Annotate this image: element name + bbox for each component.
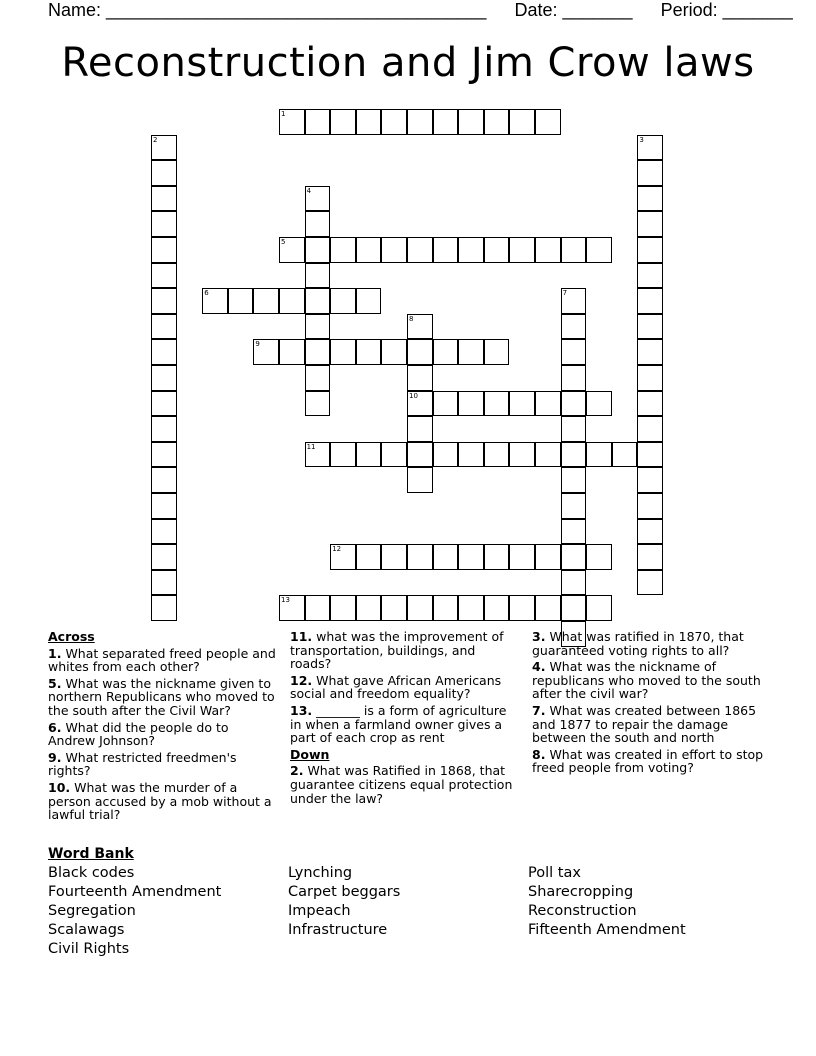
crossword-cell[interactable] [253, 288, 279, 314]
crossword-cell[interactable] [637, 544, 663, 570]
crossword-cell[interactable] [433, 442, 459, 468]
page-title: Reconstruction and Jim Crow laws [61, 40, 755, 86]
clue-down-8: 8. What was created in effort to stop freed people from voting? [532, 746, 764, 776]
cell-number: 8 [409, 314, 414, 323]
clue-text: _______ is a form of agriculture in when a farmland owner gives a part of each crop as rent [290, 702, 507, 746]
crossword-cell[interactable] [151, 442, 177, 468]
crossword-cell[interactable] [484, 544, 510, 570]
crossword-cell[interactable] [381, 595, 407, 621]
clue-across-11: 11. what was the improvement of transportation, buildings, and roads? [290, 629, 504, 672]
crossword-cell[interactable] [407, 237, 433, 263]
crossword-cell[interactable] [305, 595, 331, 621]
clue-number: 13 [290, 702, 308, 718]
word-bank-column-1 [48, 864, 221, 959]
crossword-cell[interactable] [484, 442, 510, 468]
crossword-cell[interactable] [356, 339, 382, 365]
crossword-cell[interactable] [637, 135, 663, 161]
crossword-cell[interactable] [433, 339, 459, 365]
clue-number: 3 [532, 629, 541, 644]
cell-number: 3 [639, 135, 644, 144]
crossword-cell[interactable] [305, 263, 331, 289]
crossword-cell[interactable] [381, 109, 407, 135]
word-bank-column-2 [288, 864, 400, 940]
crossword-cell[interactable] [356, 237, 382, 263]
crossword-cell[interactable] [612, 442, 638, 468]
crossword-cell[interactable] [381, 339, 407, 365]
crossword-cell[interactable] [228, 288, 254, 314]
crossword-cell[interactable] [305, 365, 331, 391]
crossword-cell[interactable] [253, 339, 279, 365]
crossword-cell[interactable] [407, 365, 433, 391]
crossword-cell[interactable] [305, 186, 331, 212]
crossword-cell[interactable] [151, 416, 177, 442]
clue-across-5: 5. What was the nickname given to northern Republicans who moved to the south after the Civil War? [48, 675, 275, 718]
crossword-cell[interactable] [381, 442, 407, 468]
crossword-cell[interactable] [202, 288, 228, 314]
cell-number: 9 [255, 340, 260, 349]
crossword-cell[interactable] [637, 416, 663, 442]
crossword-cell[interactable] [151, 186, 177, 212]
crossword-cell[interactable] [637, 519, 663, 545]
crossword-cell[interactable] [330, 109, 356, 135]
crossword-cell[interactable] [484, 391, 510, 417]
crossword-cell[interactable] [330, 544, 356, 570]
crossword-cell[interactable] [151, 288, 177, 314]
crossword-cell[interactable] [151, 237, 177, 263]
crossword-cell[interactable] [305, 288, 331, 314]
crossword-cell[interactable] [151, 314, 177, 340]
period-field-label: Period: _______ [660, 0, 793, 20]
clue-across-9: 9. What restricted freedmen's rights? [48, 749, 237, 779]
crossword-cell[interactable] [561, 339, 587, 365]
crossword-cell[interactable] [305, 237, 331, 263]
crossword-cell[interactable] [151, 339, 177, 365]
clue-number: 8 [532, 746, 541, 762]
crossword-cell[interactable] [330, 288, 356, 314]
clue-number: 10 [48, 779, 66, 795]
crossword-cell[interactable] [279, 237, 305, 263]
crossword-cell[interactable] [407, 467, 433, 493]
crossword-cell[interactable] [407, 339, 433, 365]
crossword-cell[interactable] [305, 109, 331, 135]
crossword-cell[interactable] [433, 595, 459, 621]
crossword-cell[interactable] [586, 237, 612, 263]
crossword-cell[interactable] [535, 595, 561, 621]
crossword-cell[interactable] [561, 237, 587, 263]
crossword-cell[interactable] [381, 237, 407, 263]
crossword-cell[interactable] [151, 544, 177, 570]
word-bank-item: Fourteenth Amendment [48, 884, 222, 900]
crossword-cell[interactable] [279, 288, 305, 314]
crossword-cell[interactable] [561, 544, 587, 570]
crossword-cell[interactable] [586, 442, 612, 468]
clue-text: What was ratified in 1870, that guaranteed voting rights to all? [532, 629, 744, 658]
crossword-cell[interactable] [407, 416, 433, 442]
crossword-cell[interactable] [305, 442, 331, 468]
crossword-cell[interactable] [484, 595, 510, 621]
crossword-cell[interactable] [535, 544, 561, 570]
word-bank-item: Scalawags [48, 922, 125, 938]
clue-text: What did the people do to Andrew Johnson? [48, 719, 229, 749]
word-bank-item: Carpet beggars [288, 884, 401, 900]
crossword-cell[interactable] [458, 595, 484, 621]
crossword-cell[interactable] [586, 391, 612, 417]
crossword-cell[interactable] [151, 467, 177, 493]
cell-number: 6 [204, 289, 209, 298]
clue-text: What was the nickname given to northern Republicans who moved to the south after the Civil War? [48, 675, 275, 718]
cell-number: 4 [306, 186, 312, 195]
crossword-cell[interactable] [637, 467, 663, 493]
word-bank-item: Reconstruction [528, 903, 637, 919]
crossword-cell[interactable] [561, 493, 587, 519]
word-bank-item: Segregation [48, 903, 136, 919]
word-bank-column-3 [528, 864, 686, 940]
clues-column-1 [48, 630, 278, 825]
crossword-cell[interactable] [330, 595, 356, 621]
clue-number: 5 [48, 675, 57, 691]
clue-number: 7 [532, 702, 541, 718]
crossword-cell[interactable] [535, 442, 561, 468]
crossword-cell[interactable] [458, 339, 484, 365]
word-bank-item: Sharecropping [528, 884, 634, 900]
crossword-cell[interactable] [458, 391, 484, 417]
clue-number: 4 [532, 659, 541, 675]
crossword-cell[interactable] [637, 391, 663, 417]
crossword-cell[interactable] [561, 314, 587, 340]
crossword-cell[interactable] [484, 339, 510, 365]
clues-column-3 [532, 630, 772, 778]
crossword-cell[interactable] [509, 109, 535, 135]
clue-down-7: 7. What was created between 1865 and 1877 to repair the damage between the south and north [532, 702, 757, 746]
crossword-cell[interactable] [458, 544, 484, 570]
word-bank-item: Civil Rights [48, 941, 130, 957]
date-field-label: Date: _______ [514, 0, 633, 20]
name-field-label: Name: ______________________________________ [48, 0, 487, 20]
crossword-cell[interactable] [433, 237, 459, 263]
cell-number: 13 [281, 596, 290, 605]
across-heading: Across [48, 629, 95, 644]
clue-across-13: 13. _______ is a form of agriculture in when a farmland owner gives a part of each crop as rent [290, 702, 507, 746]
crossword-cell[interactable] [458, 109, 484, 135]
crossword-cell[interactable] [151, 570, 177, 596]
word-bank-title: Word Bank [48, 846, 134, 862]
crossword-cell[interactable] [407, 442, 433, 468]
crossword-cell[interactable] [151, 519, 177, 545]
crossword-cell[interactable] [535, 237, 561, 263]
crossword-cell[interactable] [637, 288, 663, 314]
crossword-cell[interactable] [561, 391, 587, 417]
clue-down-2: 2. What was Ratified in 1868, that guarantee citizens equal protection under the law? [290, 763, 513, 806]
crossword-cell[interactable] [561, 442, 587, 468]
crossword-cell[interactable] [484, 109, 510, 135]
crossword-cell[interactable] [586, 595, 612, 621]
crossword-cell[interactable] [637, 365, 663, 391]
crossword-cell[interactable] [356, 442, 382, 468]
crossword-cell[interactable] [509, 442, 535, 468]
crossword-cell[interactable] [637, 186, 663, 212]
word-bank-item: Lynching [288, 865, 353, 881]
crossword-cell[interactable] [433, 544, 459, 570]
crossword-cell[interactable] [151, 391, 177, 417]
clue-across-10: 10. What was the murder of a person accused by a mob without a lawful trial? [48, 779, 272, 823]
crossword-cell[interactable] [637, 237, 663, 263]
crossword-cell[interactable] [509, 391, 535, 417]
clue-text: What separated freed people and whites from each other? [48, 645, 276, 675]
crossword-cell[interactable] [509, 237, 535, 263]
crossword-cell[interactable] [561, 288, 587, 314]
clue-down-4: 4. What was the nickname of republicans who moved to the south after the civil war? [532, 659, 761, 702]
word-bank-item: Fifteenth Amendment [528, 922, 686, 938]
crossword-cell[interactable] [561, 595, 587, 621]
clue-text: What was created between 1865 and 1877 to repair the damage between the south and north [532, 702, 757, 746]
clue-text: What was created in effort to stop freed people from voting? [532, 746, 764, 776]
crossword-cell[interactable] [561, 519, 587, 545]
crossword-cell[interactable] [356, 109, 382, 135]
crossword-cell[interactable] [637, 314, 663, 340]
cell-number: 5 [281, 238, 286, 246]
crossword-cell[interactable] [151, 365, 177, 391]
crossword-cell[interactable] [330, 339, 356, 365]
clue-across-6: 6. What did the people do to Andrew Johnson? [48, 719, 229, 749]
cell-number: 1 [281, 110, 286, 118]
crossword-cell[interactable] [458, 442, 484, 468]
crossword-cell[interactable] [433, 391, 459, 417]
crossword-cell[interactable] [356, 544, 382, 570]
crossword-cell[interactable] [356, 288, 382, 314]
crossword-cell[interactable] [586, 544, 612, 570]
down-heading: Down [290, 746, 330, 762]
crossword-cell[interactable] [305, 314, 331, 340]
cell-number: 11 [306, 442, 316, 451]
crossword-cell[interactable] [637, 570, 663, 596]
crossword-cell[interactable] [561, 570, 587, 596]
clues-column-2 [290, 630, 515, 808]
crossword-cell[interactable] [305, 339, 331, 365]
crossword-cell[interactable] [151, 211, 177, 237]
clue-across-1: 1. What separated freed people and whites from each other? [48, 645, 276, 675]
crossword-cell[interactable] [637, 493, 663, 519]
crossword-cell[interactable] [561, 416, 587, 442]
crossword-cell[interactable] [330, 237, 356, 263]
crossword-cell[interactable] [561, 467, 587, 493]
cell-number: 2 [153, 135, 158, 144]
crossword-cell[interactable] [356, 595, 382, 621]
clue-number: 1 [48, 645, 57, 661]
crossword-cell[interactable] [509, 544, 535, 570]
clue-number: 11 [290, 629, 308, 644]
word-bank-item: Poll tax [528, 865, 581, 881]
crossword-cell[interactable] [407, 595, 433, 621]
crossword-cell[interactable] [151, 493, 177, 519]
crossword-cell[interactable] [305, 391, 331, 417]
crossword-cell[interactable] [151, 263, 177, 289]
crossword-cell[interactable] [535, 391, 561, 417]
crossword-cell[interactable] [279, 595, 305, 621]
crossword-cell[interactable] [458, 237, 484, 263]
crossword-cell[interactable] [305, 211, 331, 237]
crossword-cell[interactable] [535, 109, 561, 135]
crossword-cell[interactable] [151, 160, 177, 186]
crossword-cell[interactable] [407, 391, 433, 417]
cell-number: 12 [332, 545, 342, 554]
crossword-cell[interactable] [637, 211, 663, 237]
word-bank-item: Impeach [288, 903, 351, 919]
clue-text: What was Ratified in 1868, that guarantee citizens equal protection under the law? [290, 763, 513, 806]
crossword-cell[interactable] [637, 263, 663, 289]
crossword-cell[interactable] [509, 595, 535, 621]
crossword-cell[interactable] [381, 544, 407, 570]
crossword-cell[interactable] [151, 135, 177, 161]
clue-number: 2 [290, 763, 299, 779]
crossword-cell[interactable] [330, 442, 356, 468]
clue-down-3: 3. What was ratified in 1870, that guaranteed voting rights to all? [532, 629, 744, 658]
crossword-cell[interactable] [484, 237, 510, 263]
cell-number: 10 [409, 391, 418, 400]
clue-text: what was the improvement of transportation, buildings, and roads? [290, 629, 504, 672]
crossword-cell[interactable] [637, 339, 663, 365]
crossword-cell[interactable] [433, 109, 459, 135]
crossword-cell[interactable] [637, 442, 663, 468]
crossword-cell[interactable] [637, 160, 663, 186]
crossword-cell[interactable] [279, 109, 305, 135]
crossword-cell[interactable] [561, 365, 587, 391]
crossword-cell[interactable] [407, 544, 433, 570]
crossword-cell[interactable] [407, 109, 433, 135]
clue-number: 12 [290, 672, 308, 688]
word-bank-item: Infrastructure [288, 922, 388, 938]
crossword-cell[interactable] [151, 595, 177, 621]
clue-number: 6 [48, 719, 57, 735]
clue-text: What was the murder of a person accused by a mob without a lawful trial? [48, 779, 272, 823]
crossword-cell[interactable] [407, 314, 433, 340]
clue-text: What was the nickname of republicans who moved to the south after the civil war? [532, 659, 761, 702]
clue-number: 9 [48, 749, 57, 765]
clue-text: What restricted freedmen's rights? [48, 749, 237, 779]
clue-across-12: 12. What gave African Americans social and freedom equality? [290, 672, 502, 702]
word-bank-item: Black codes [48, 865, 135, 881]
clue-text: What gave African Americans social and freedom equality? [290, 672, 502, 702]
cell-number: 7 [562, 289, 568, 298]
crossword-cell[interactable] [279, 339, 305, 365]
